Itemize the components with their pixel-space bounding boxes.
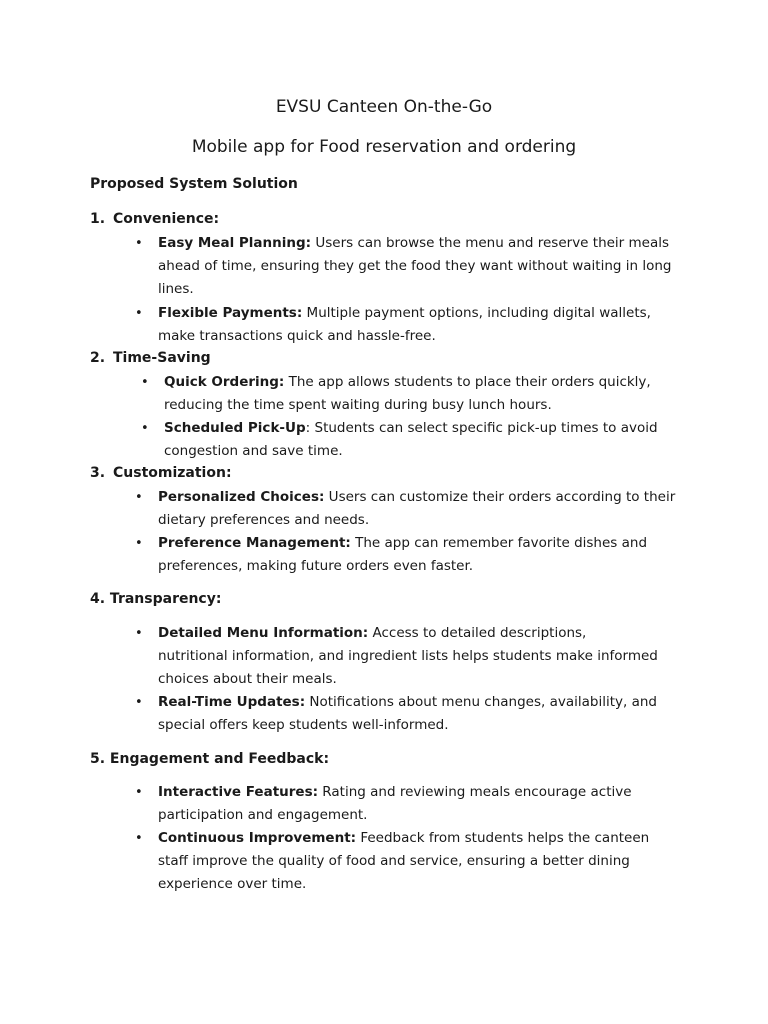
bullet-text: Users can customize their orders according to their dietary preferences and needs. — [158, 489, 676, 528]
bullet-dot: • — [135, 695, 143, 710]
item-heading-convenience — [90, 209, 219, 229]
item-label: Customization: — [113, 465, 232, 481]
bullet-term: Detailed Menu Information: — [158, 625, 369, 641]
document-title: EVSU Canteen On-the-Go — [275, 97, 493, 117]
bullet-interactive-features — [135, 781, 648, 827]
bullet-real-time-updates — [135, 691, 668, 737]
item-label: Time-Saving — [113, 350, 211, 366]
bullet-dot: • — [141, 421, 149, 436]
bullet-text: Users can browse the menu and reserve their meals ahead of time, ensuring they get the food they want without waiting in long lines. — [158, 235, 672, 297]
bullet-dot: • — [135, 626, 143, 641]
bullet-detailed-menu-information — [135, 622, 658, 691]
bullet-text: Multiple payment options, including digital wallets, make transactions quick and hassle-free. — [158, 305, 651, 344]
bullet-dot: • — [135, 785, 143, 800]
item-number: 1. — [90, 211, 106, 227]
item-number: 2. — [90, 350, 106, 366]
bullet-text: Notifications about menu changes, availability, and special offers keep students well-informed. — [158, 694, 657, 733]
section-heading: Proposed System Solution — [90, 176, 298, 192]
bullet-term: Interactive Features: — [158, 784, 319, 800]
bullet-dot: • — [135, 306, 143, 321]
item-label: Convenience: — [113, 211, 220, 227]
bullet-dot: • — [135, 831, 143, 846]
item-number: 3. — [90, 465, 106, 481]
bullet-scheduled-pick-up — [141, 417, 674, 463]
item-heading-customization — [90, 463, 232, 483]
bullet-dot: • — [135, 536, 143, 551]
bullet-term: Quick Ordering: — [164, 374, 285, 390]
bullet-dot: • — [141, 375, 149, 390]
bullet-dot: • — [135, 490, 143, 505]
bullet-term: Real-Time Updates: — [158, 694, 306, 710]
bullet-quick-ordering — [141, 371, 664, 417]
bullet-term: Flexible Payments: — [158, 305, 303, 321]
bullet-text: The app allows students to place their orders quickly, reducing the time spent waiting during busy lunch hours. — [164, 374, 651, 413]
bullet-text: : Students can select specific pick-up times to avoid congestion and save time. — [164, 420, 658, 459]
bullet-flexible-payments — [135, 302, 658, 348]
bullet-continuous-improvement — [135, 827, 658, 896]
section-heading-transparency: 4. Transparency: — [90, 591, 222, 607]
bullet-personalized-choices — [135, 486, 678, 532]
bullet-text: Access to detailed descriptions, nutritional information, and ingredient lists helps students make informed choices about their meals. — [158, 625, 658, 687]
bullet-preference-management — [135, 532, 658, 578]
bullet-term: Easy Meal Planning: — [158, 235, 312, 251]
bullet-term: Personalized Choices: — [158, 489, 325, 505]
bullet-term: Continuous Improvement: — [158, 830, 357, 846]
bullet-text: Rating and reviewing meals encourage active participation and engagement. — [158, 784, 632, 823]
section-heading-engagement: 5. Engagement and Feedback: — [90, 751, 330, 767]
bullet-term: Preference Management: — [158, 535, 351, 551]
bullet-term: Scheduled Pick-Up — [164, 420, 306, 436]
bullet-easy-meal-planning — [135, 232, 688, 301]
bullet-text: The app can remember favorite dishes and preferences, making future orders even faster. — [158, 535, 648, 574]
item-heading-time-saving — [90, 348, 211, 368]
bullet-text: Feedback from students helps the canteen staff improve the quality of food and service, ensuring a better dining experience over time. — [158, 830, 650, 892]
bullet-dot: • — [135, 236, 143, 251]
document-subtitle: Mobile app for Food reservation and ordering — [191, 137, 577, 157]
